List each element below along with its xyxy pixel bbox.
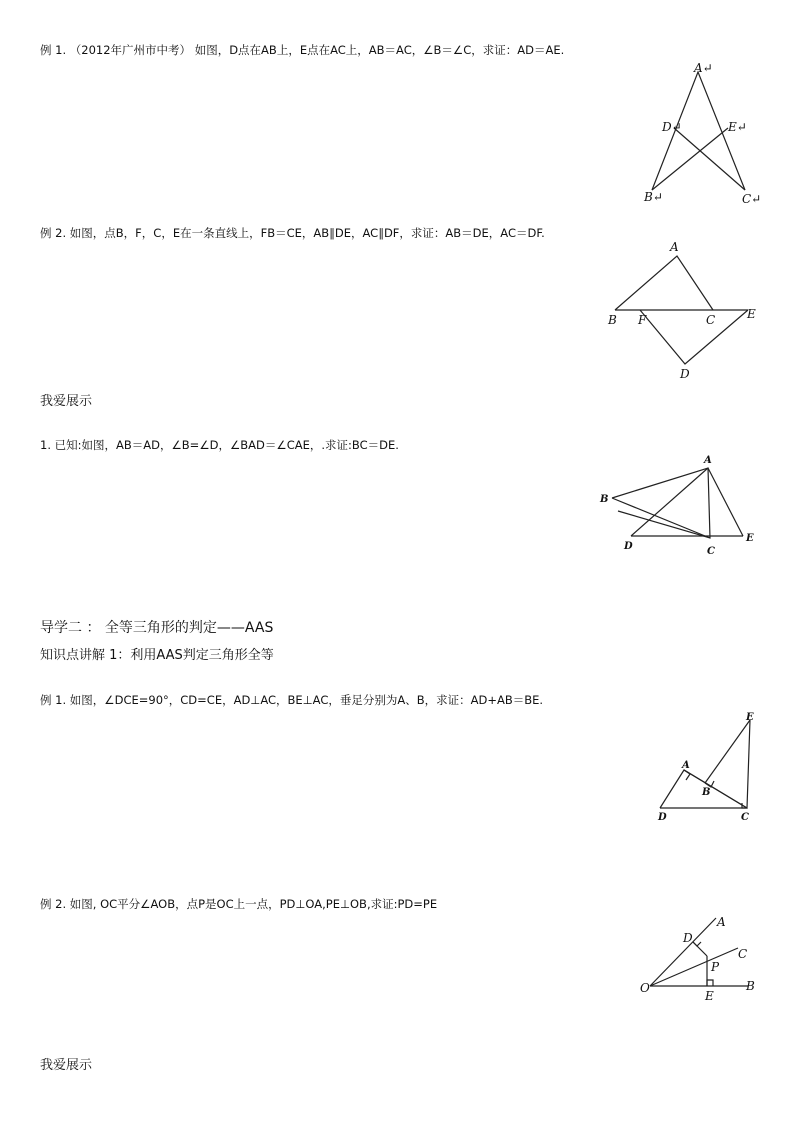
label-a: A [717, 915, 726, 929]
label-b: B [608, 313, 617, 327]
problem-1-text: 1. 已知:如图，AB＝AD，∠B=∠D，∠BAD＝∠CAE，.求证:BC＝DE. [40, 438, 399, 452]
label-c: C [741, 812, 749, 823]
label-e: E [747, 307, 756, 321]
label-f: F [638, 313, 647, 327]
figure-ex4 [635, 908, 770, 1003]
label-o: O [640, 981, 650, 995]
label-c: C [738, 947, 748, 961]
segment-bc [612, 498, 710, 538]
label-c: C [706, 313, 716, 327]
segment-ac [684, 770, 747, 808]
example-1-text: 例 1. （2012年广州市中考） 如图，D点在AB上，E点在AC上，AB＝AC，∠B＝∠C，求证：AD＝AE. [40, 43, 565, 57]
section-2-subheading: 知识点讲解 1：利用AAS判定三角形全等 [40, 648, 274, 663]
label-a: A↵ [694, 61, 713, 75]
segment-ae [708, 468, 743, 536]
figure-ex2 [600, 238, 770, 383]
right-angle-a [684, 770, 690, 780]
label-b: B [702, 787, 711, 798]
label-d: D [683, 931, 693, 945]
right-angle-e [707, 980, 713, 986]
show-heading-1: 我爱展示 [40, 394, 93, 409]
section-2-heading: 导学二 ： 全等三角形的判定——AAS [40, 620, 274, 636]
label-b: B [600, 494, 609, 505]
label-e: E [746, 533, 754, 544]
label-b: B↵ [644, 190, 663, 204]
segment-be [652, 128, 728, 190]
label-d: D [624, 541, 633, 552]
label-e: E↵ [728, 120, 747, 134]
right-angle-d [693, 942, 701, 946]
segment-eb [705, 720, 750, 783]
label-a: A [670, 240, 679, 254]
label-a: A [682, 760, 690, 771]
example-3-text: 例 1. 如图，∠DCE=90°，CD=CE，AD⊥AC，BE⊥AC，垂足分别为A、B，求证：AD+AB＝BE. [40, 693, 544, 707]
triangle-abc [615, 256, 713, 310]
label-c: C [707, 546, 715, 557]
segment-cd [674, 128, 745, 190]
ray-oc [650, 948, 738, 986]
show-heading-2: 我爱展示 [40, 1058, 93, 1073]
label-b: B [746, 979, 755, 993]
label-e: E [746, 712, 754, 723]
label-e: E [705, 989, 714, 1003]
example-4-text: 例 2. 如图, OC平分∠AOB，点P是OC上一点，PD⊥OA,PE⊥OB,求证:PD=PE [40, 897, 438, 911]
label-a: A [704, 455, 712, 466]
label-d: D↵ [662, 120, 682, 134]
label-c: C↵ [742, 192, 762, 206]
ray-oa [650, 918, 716, 986]
figure-problem-1 [595, 450, 765, 565]
figure-ex3 [650, 708, 770, 828]
label-p: P [711, 960, 720, 974]
example-2-text: 例 2. 如图，点B，F，C，E在一条直线上，FB＝CE，AB∥DE，AC∥DF，求证：AB＝DE，AC＝DF. [40, 226, 545, 240]
label-d: D [680, 367, 690, 381]
label-d: D [658, 812, 667, 823]
triangle-dfe [640, 310, 748, 364]
figure-ex1 [640, 60, 770, 210]
